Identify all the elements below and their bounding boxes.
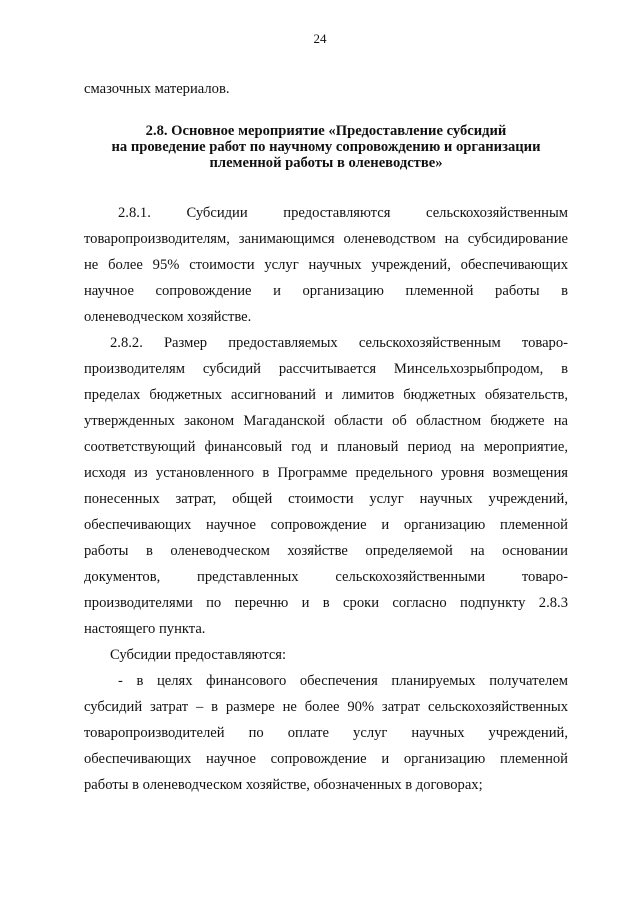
paragraph-line: пределах бюджетных ассигнований и лимитов бюджетных обязательств, xyxy=(84,387,568,403)
paragraph-line: документов, представленных сельскохозяйственными товаро- xyxy=(84,569,568,585)
paragraph-line: 2.8.1. Субсидии предоставляются сельскохозяйственным xyxy=(118,205,568,221)
paragraph-line: 2.8.2. Размер предоставляемых сельскохозяйственным товаро- xyxy=(110,335,568,351)
bullet-line: товаропроизводителей по оплате услуг научных учреждений, xyxy=(84,725,568,741)
heading-line-2: на проведение работ по научному сопровождению и организации xyxy=(111,139,541,155)
paragraph-line: исходя из установленного в Программе предельного уровня возмещения xyxy=(84,465,568,481)
paragraph-line: обеспечивающих научное сопровождение и организацию племенной xyxy=(84,517,568,533)
bullet-line: обеспечивающих научное сопровождение и организацию племенной xyxy=(84,751,568,767)
bullet-line: - в целях финансового обеспечения планируемых получателем xyxy=(118,673,568,689)
heading-line-1: 2.8. Основное мероприятие «Предоставление субсидий xyxy=(145,123,507,139)
paragraph-line: соответствующий финансовый год и плановый период на мероприятие, xyxy=(84,439,568,455)
paragraph-line: оленеводческом хозяйстве. xyxy=(84,309,252,325)
paragraph-line: производителям субсидий рассчитывается Минсельхозрыбпродом, в xyxy=(84,361,568,377)
paragraph-line: не более 95% стоимости услуг научных учреждений, обеспечивающих xyxy=(84,257,568,273)
intro-line: смазочных материалов. xyxy=(84,81,230,97)
paragraph-line: утвержденных законом Магаданской области об областном бюджете на xyxy=(84,413,568,429)
paragraph-line: настоящего пункта. xyxy=(84,621,206,637)
paragraph-line: научное сопровождение и организацию племенной работы в xyxy=(84,283,568,299)
paragraph-line: производителями по перечню и в сроки согласно подпункту 2.8.3 xyxy=(84,595,568,611)
page-number: 24 xyxy=(313,31,327,46)
subsidies-intro: Субсидии предоставляются: xyxy=(110,647,287,663)
paragraph-line: понесенных затрат, общей стоимости услуг научных учреждений, xyxy=(84,491,568,507)
paragraph-line: товаропроизводителям, занимающимся оленеводством на субсидирование xyxy=(84,231,568,247)
bullet-line: субсидий затрат – в размере не более 90% затрат сельскохозяйственных xyxy=(84,699,568,715)
heading-line-3: племенной работы в оленеводстве» xyxy=(209,155,443,171)
paragraph-line: работы в оленеводческом хозяйстве определяемой на основании xyxy=(84,543,568,559)
bullet-line: работы в оленеводческом хозяйстве, обозначенных в договорах; xyxy=(84,777,483,793)
